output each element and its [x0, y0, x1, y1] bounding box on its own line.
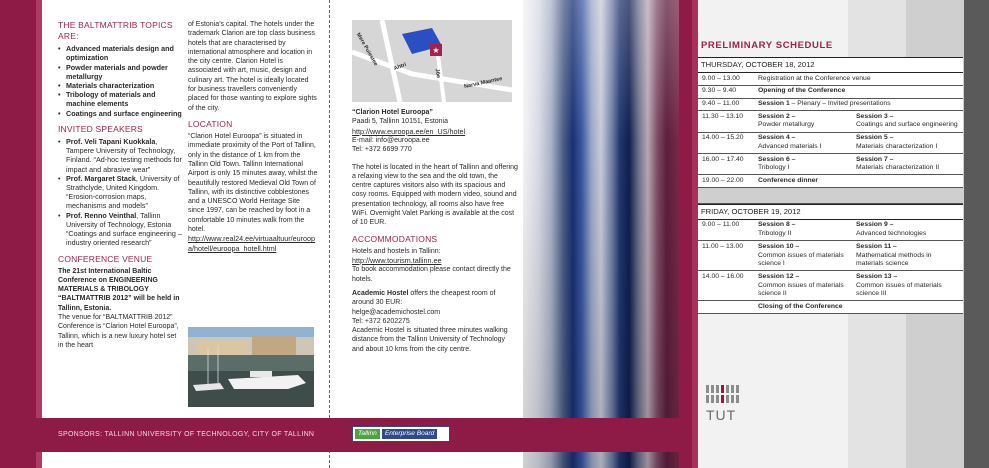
svg-text:★: ★: [432, 46, 440, 55]
session-cell: Session 11 – Mathematical methods in materials science: [856, 242, 932, 268]
hotel-phone: Tel: +372 6699 770: [352, 146, 412, 154]
time-cell: 9.40 – 11.00: [702, 100, 740, 108]
tourism-link[interactable]: http://www.tourism.tallinn.ee: [352, 255, 442, 265]
session-cell: Session 3 – Coatings and surface engineering: [856, 112, 958, 129]
event-cell: Opening of the Conference: [758, 87, 846, 95]
venue-heading: CONFERENCE VENUE: [58, 253, 153, 264]
accommodations-intro: Hotels and hostels in Tallinn:: [352, 247, 441, 255]
day-header-thursday: THURSDAY, OCTOBER 18, 2012: [698, 57, 963, 73]
tut-logo: [706, 385, 746, 449]
enterprise-board-logo-board: Enterprise Board: [382, 429, 437, 440]
left-maroon-stripe-inner: [36, 0, 42, 468]
session-cell: Session 12 – Common issues of materials science II: [758, 272, 844, 298]
time-cell: 14.00 – 16.00: [702, 272, 744, 280]
topics-heading: THE BALTMATTRIB TOPICS ARE:: [58, 20, 173, 42]
time-cell: 9.30 – 9.40: [702, 87, 737, 95]
tut-logo-text: TUT: [706, 407, 737, 423]
session-cell: Session 10 – Common issues of materials science I: [758, 242, 844, 268]
location-map: [352, 20, 512, 102]
speaker-name: Prof. Renno Veinthal: [66, 210, 137, 220]
table-row: [698, 99, 963, 112]
hotel-address: Paadi 5, Tallinn 10151, Estonia: [352, 118, 448, 126]
speaker-desc: , Tampere University of Technology, Finland. “Ad-hoc testing methods for impact and abrasive wear”: [66, 136, 182, 174]
hotel-name: “Clarion Hotel Euroopa”: [352, 109, 433, 116]
session-cell: Session 6 – Tribology I: [758, 155, 796, 172]
session-cell: Session 9 – Advanced technologies: [856, 221, 927, 238]
table-row: [698, 301, 963, 314]
decorative-gradient-overlay: [523, 0, 679, 468]
session-cell: Session 4 – Advanced materials I: [758, 134, 822, 150]
hostel-name: Academic Hostel: [352, 289, 409, 297]
time-cell: [698, 301, 756, 313]
session-cell: Session 13 – Common issues of materials science III: [856, 272, 942, 298]
hotel-website-link[interactable]: http://www.euroopa.ee/en_US/hotel: [352, 126, 466, 136]
time-cell: 11.30 – 13.10: [702, 112, 744, 120]
map-label-road3: Jõe: [433, 68, 442, 79]
accommodations-booking: To book accommodation please contact directly the hotels.: [352, 266, 511, 283]
hostel-email: helge@academichostel.com: [352, 308, 441, 316]
panel1-column-a: [58, 20, 182, 350]
event-cell: Conference dinner: [758, 176, 819, 184]
table-row: [698, 220, 963, 241]
speaker-name: Prof. Veli Tapani Kuokkala: [66, 136, 156, 146]
list-item: • Tribology of materials and machine elements: [58, 90, 182, 108]
map-label-road4: Narva Maantee: [463, 76, 503, 90]
list-item: • Materials characterization: [58, 81, 182, 90]
gray-band-3: [964, 0, 989, 468]
location-text: “Clarion Hotel Euroopa” is situated in immediate proximity of the Port of Tallinn, only in the distance of 1 km from the Tallinn Old Town. Tallinn International Airport is only 15 minutes away, whilst the beautifully restored Medieval Old Town of Tallinn, with its distinctive cobblestones and a UNESCO World Heritage Site since 1997, can be reached by foot in a comfortable 10 minutes walk from the hotel.: [188, 133, 318, 233]
accommodations-heading: ACCOMMODATIONS: [352, 233, 438, 244]
session-cell: Session 5 – Materials characterization I: [856, 134, 938, 150]
panel2-column: [352, 20, 518, 354]
hostel-phone: Tel: +372 6202275: [352, 317, 410, 325]
list-item: • Coatings and surface engineering: [58, 109, 182, 118]
list-item: • Advanced materials design and optimization: [58, 44, 182, 62]
right-maroon-stripe: [679, 0, 692, 468]
list-item: [58, 137, 182, 174]
venue-continued: of Estonia’s capital. The hotels under the trademark Clarion are top class business hotels that are characterised by international atmosphere and location in the city centre. Clarion Hotel is associated with art, music, design and culinary art. The hotel is ideally located for business travellers conveniently placed for those wanting to explore sights of the city.: [188, 21, 317, 112]
table-row: [698, 73, 963, 86]
preliminary-schedule: [698, 40, 963, 314]
time-cell: 19.00 – 22.00: [702, 176, 744, 184]
table-row: [698, 154, 963, 175]
day-header-friday: FRIDAY, OCTOBER 19, 2012: [698, 204, 963, 220]
speaker-desc: , University of Strathclyde, United Kingdom. “Erosion-corrosion maps, mechanisms and models”: [66, 173, 180, 211]
fold-line: [329, 0, 330, 468]
enterprise-board-logo: [352, 426, 450, 442]
topics-list: [58, 44, 182, 118]
event-cell: Session 1 – Plenary – Invited presentations: [758, 100, 891, 108]
hotel-description: The hotel is located in the heart of Tallinn and offering a relaxing view to the sea and the old town, the centre captures visitors also with its spacious and cosy rooms. Equipped with modern video, sound and presentation technology, all rooms also have free WiFi. Overnight Valet Parking is available at the cost of 10 EUR.: [352, 163, 518, 227]
session-cell: Session 2 – Powder metallurgy: [758, 112, 815, 129]
table-row: [698, 175, 963, 188]
speaker-desc: , Tallinn University of Technology, Estonia “Coatings and surface engineering – industry oriented research”: [66, 210, 182, 248]
event-cell: Registration at the Conference venue: [758, 74, 871, 82]
time-cell: 14.00 – 15.20: [702, 134, 744, 142]
panel1-column-b: [188, 20, 318, 253]
hostel-offer-text: offers the cheapest room of around 30 EUR:: [352, 289, 496, 307]
venue-intro: The 21st International Baltic Conference on ENGINEERING MATERIALS & TRIBOLOGY “BALTMATTRIB 2012” will be held in Tallinn, Estonia.: [58, 267, 180, 312]
virtual-tour-link[interactable]: http://www.real24.ee/virtuaaltuur/euroopa/hotell/euroopa_hotell.html: [188, 234, 316, 253]
list-item: [58, 211, 182, 248]
list-item: • Powder materials and powder metallurgy: [58, 63, 182, 81]
hostel-offer: [352, 289, 518, 308]
speakers-list: [58, 137, 182, 248]
speakers-heading: INVITED SPEAKERS: [58, 123, 143, 134]
session-cell: Session 8 – Tribology II: [758, 221, 796, 238]
time-cell: 9.00 – 11.00: [702, 221, 740, 229]
event-cell: Closing of the Conference: [758, 302, 843, 310]
speaker-name: Prof. Margaret Stack: [66, 173, 136, 183]
enterprise-board-logo-tallinn: Tallinn: [355, 429, 380, 440]
sponsors-text: SPONSORS: TALLINN UNIVERSITY OF TECHNOLOGY, CITY OF TALLINN: [58, 431, 315, 438]
map-label-road1: Mere Puiestee: [354, 32, 379, 68]
table-row: [698, 111, 963, 132]
hotel-email: E-mail: info@euroopa.ee: [352, 136, 430, 144]
map-label-road2: Ahtri: [393, 62, 408, 73]
harbour-photo: [188, 327, 314, 407]
table-row: [698, 241, 963, 271]
table-row: [698, 133, 963, 154]
time-cell: 9.00 – 13.00: [702, 74, 740, 82]
location-heading: LOCATION: [188, 118, 233, 129]
table-row: [698, 271, 963, 301]
tut-logo-bars: [706, 385, 746, 403]
hostel-description: Academic Hostel is situated three minutes walking distance from the Tallinn University of Technology and about 10 kms from the city centre.: [352, 327, 508, 353]
time-cell: 11.00 – 13.00: [702, 242, 744, 250]
day-separator: [698, 188, 963, 204]
session-cell: Session 7 – Materials characterization II: [856, 155, 940, 172]
venue-text: The venue for “BALTMATTRIB 2012” Conference is “Clarion Hotel Euroopa”, Tallinn, which is a new luxury hotel set in the heart: [58, 314, 179, 349]
table-row: [698, 86, 963, 99]
schedule-title: PRELIMINARY SCHEDULE: [701, 40, 833, 51]
time-cell: 16.00 – 17.40: [702, 155, 744, 163]
list-item: [58, 174, 182, 211]
